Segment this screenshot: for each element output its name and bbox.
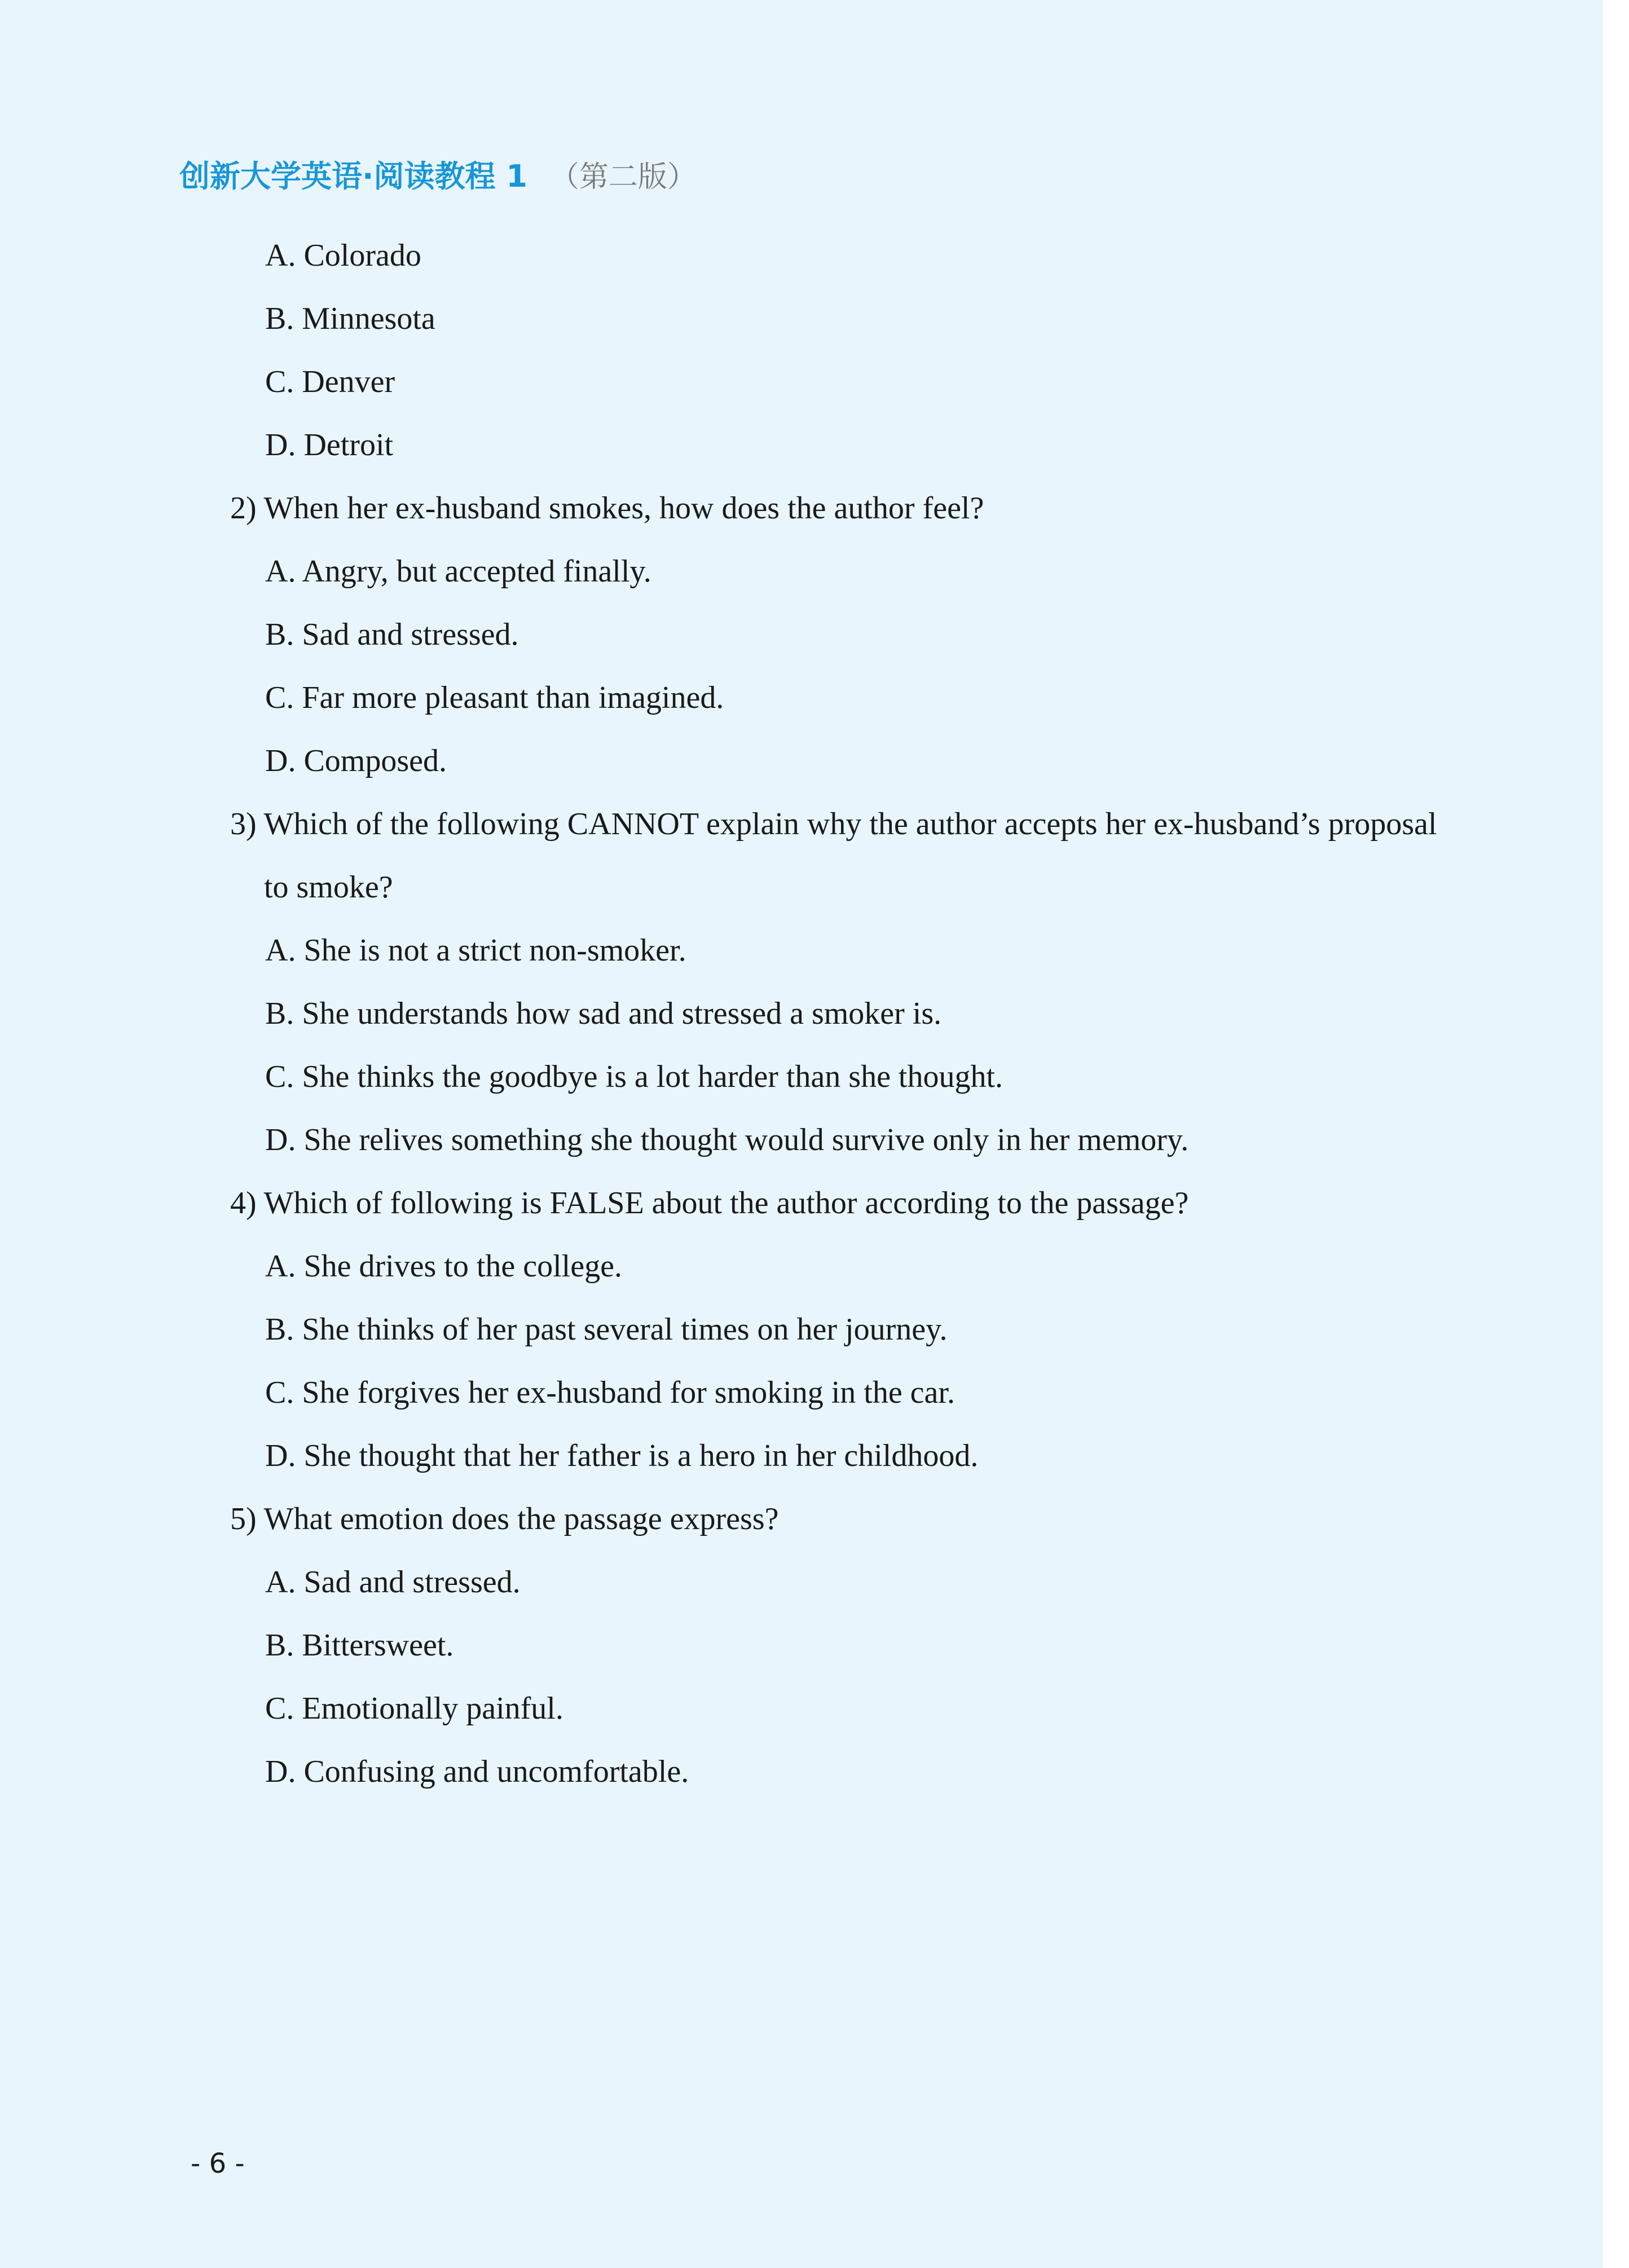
question-5: 5) What emotion does the passage express? (230, 1501, 779, 1536)
q5-option-d: D. Confusing and uncomfortable. (265, 1754, 689, 1789)
q4-option-c: C. She forgives her ex-husband for smoking in the car. (265, 1375, 955, 1410)
q3-option-b: B. She understands how sad and stressed a smoker is. (265, 996, 942, 1031)
q1-option-c: C. Denver (265, 364, 395, 399)
q2-option-b: B. Sad and stressed. (265, 617, 519, 652)
q1-option-b: B. Minnesota (265, 301, 435, 336)
book-title: 创新大学英语·阅读教程 1 (179, 158, 527, 194)
question-3: 3) Which of the following CANNOT explain why the author accepts her ex-husband’s proposal (230, 807, 1437, 842)
page-number: - 6 - (191, 2148, 245, 2179)
q1-option-d: D. Detroit (265, 428, 394, 463)
question-3-continued: to smoke? (264, 870, 393, 905)
q4-option-d: D. She thought that her father is a hero in her childhood. (265, 1438, 979, 1473)
question-4: 4) Which of following is FALSE about the author according to the passage? (230, 1186, 1189, 1221)
q5-option-c: C. Emotionally painful. (265, 1691, 563, 1726)
q2-option-c: C. Far more pleasant than imagined. (265, 680, 724, 715)
q5-option-a: A. Sad and stressed. (265, 1565, 521, 1600)
q1-option-a: A. Colorado (265, 238, 421, 273)
q4-option-a: A. She drives to the college. (265, 1249, 622, 1284)
q5-option-b: B. Bittersweet. (265, 1628, 454, 1663)
running-header (179, 152, 697, 196)
question-2: 2) When her ex-husband smokes, how does the author feel? (230, 491, 984, 526)
q3-option-d: D. She relives something she thought would survive only in her memory. (265, 1122, 1189, 1157)
q2-option-d: D. Composed. (265, 743, 447, 778)
book-edition: （第二版） (549, 160, 697, 194)
q4-option-b: B. She thinks of her past several times on her journey. (265, 1312, 948, 1347)
q3-option-a: A. She is not a strict non-smoker. (265, 933, 686, 968)
q3-option-c: C. She thinks the goodbye is a lot harder than she thought. (265, 1059, 1003, 1094)
q2-option-a: A. Angry, but accepted finally. (265, 554, 651, 589)
